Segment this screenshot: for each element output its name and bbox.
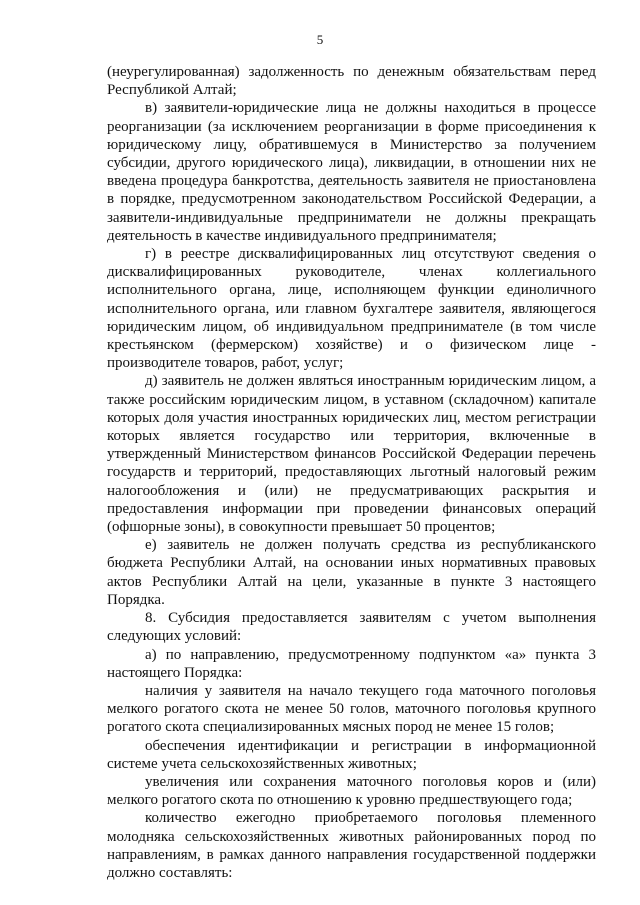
body-text <box>107 63 596 882</box>
paragraph-condition-identification: обеспечения идентификации и регистрации в информационной системе учета сельскохозяйственных животных; <box>107 737 596 772</box>
paragraph-clause-8: 8. Субсидия предоставляется заявителям с учетом выполнения следующих условий: <box>107 610 596 645</box>
paragraph-item-v: в) заявители-юридические лица не должны находиться в процессе реорганизации (за исключением реорганизации в форме присоединения к юридическому лицу, обратившемуся в Министерство за получением субсидии, другого юридического лица), ликвидации, в отношении них не введена процедура банкротства, деятельность заявителя не приостановлена в порядке, предусмотренном законодательством Российской Федерации, а заявители-индивидуальные предприниматели не должны прекращать деятельность в качестве индивидуального предпринимателя; <box>107 100 596 244</box>
paragraph-item-g: г) в реестре дисквалифицированных лиц отсутствуют сведения о дисквалифицированных руководителе, членах коллегиального исполнительного органа, лице, исполняющем функции единоличного исполнительного органа, или главном бухгалтере заявителя, являющегося юридическим лицом, об индивидуальном предпринимателе (в том числе крестьянском (фермерском) хозяйстве) и о физическом лице - производителе товаров, работ, услуг; <box>107 246 596 372</box>
paragraph-condition-increase: увеличения или сохранения маточного поголовья коров и (или) мелкого рогатого скота по отношению к уровню предшествующего года; <box>107 773 596 809</box>
paragraph-item-d: д) заявитель не должен являться иностранным юридическим лицом, а также российским юридическим лицом, в уставном (складочном) капитале которых доля участия иностранных юридических лиц, местом регистрации которых является государство или территория, включенные в утвержденный Министерством финансов Российской Федерации перечень государств и территорий, предоставляющих льготный налоговый режим налогообложения и (или) не предусматривающих раскрытия и предоставления информации при проведении финансовых операций (офшорные зоны), в совокупности превышает 50 процентов; <box>107 373 596 536</box>
paragraph-condition-livestock: наличия у заявителя на начало текущего года маточного поголовья мелкого рогатого скота не менее 50 голов, маточного поголовья крупного рогатого скота специализированных мясных пород не менее 15 голов; <box>107 682 596 736</box>
paragraph-item-e: е) заявитель не должен получать средства из республиканского бюджета Республики Алтай, на основании иных нормативных правовых актов Республики Алтай на цели, указанные в пункте 3 настоящего Порядка. <box>107 537 596 608</box>
paragraph-condition-purchase: количество ежегодно приобретаемого поголовья племенного молодняка сельскохозяйственных животных районированных пород по направлениям, в рамках данного направления государственной поддержки должно составлять: <box>107 810 596 881</box>
page-number: 5 <box>316 32 324 47</box>
paragraph-clause-8-a: а) по направлению, предусмотренному подпунктом «а» пункта 3 настоящего Порядка: <box>107 646 596 681</box>
paragraph-debt-continuation: (неурегулированная) задолженность по денежным обязательствам перед Республикой Алтай; <box>107 64 596 99</box>
